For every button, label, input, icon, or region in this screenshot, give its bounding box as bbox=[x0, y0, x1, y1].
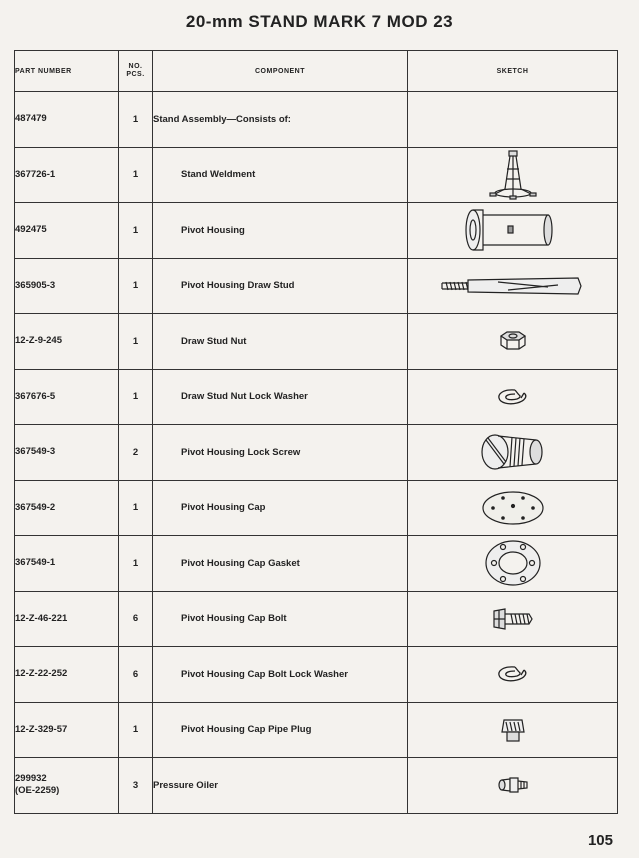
sketch-cell bbox=[408, 92, 618, 148]
page-number: 105 bbox=[587, 832, 613, 849]
part-number-cell: 367676-5 bbox=[15, 369, 119, 425]
part-number-cell: 487479 bbox=[15, 92, 119, 148]
sketch-cell bbox=[408, 702, 618, 758]
sketch-cell bbox=[408, 536, 618, 592]
pipe-plug-sketch bbox=[496, 716, 530, 744]
component-cell: Stand Weldment bbox=[153, 147, 408, 203]
part-number-line1: 299932 bbox=[15, 773, 47, 785]
component-cell: Pivot Housing Lock Screw bbox=[153, 425, 408, 481]
component-cell: Pivot Housing bbox=[153, 203, 408, 259]
pivot-housing-sketch bbox=[463, 207, 563, 253]
part-number-cell: 12-Z-329-57 bbox=[15, 702, 119, 758]
draw-stud-sketch bbox=[438, 273, 588, 299]
quantity-cell: 1 bbox=[119, 203, 153, 259]
table-row bbox=[15, 536, 618, 592]
quantity-cell: 3 bbox=[119, 758, 153, 814]
part-number-line2: (OE-2259) bbox=[15, 785, 60, 797]
header-part-number: PART NUMBER bbox=[15, 51, 119, 92]
sketch-cell bbox=[408, 147, 618, 203]
table-row bbox=[15, 314, 618, 370]
quantity-cell: 1 bbox=[119, 369, 153, 425]
component-cell: Pivot Housing Cap Gasket bbox=[153, 536, 408, 592]
sketch-cell bbox=[408, 369, 618, 425]
sketch-cell bbox=[408, 647, 618, 703]
quantity-cell: 1 bbox=[119, 147, 153, 203]
table-row bbox=[15, 591, 618, 647]
hex-nut-sketch bbox=[496, 330, 530, 352]
pressure-oiler-sketch bbox=[496, 773, 530, 797]
gasket-sketch bbox=[482, 538, 544, 588]
part-number-cell: 367549-1 bbox=[15, 536, 119, 592]
component-cell: Pressure Oiler bbox=[153, 758, 408, 814]
lock-screw-sketch bbox=[478, 430, 548, 474]
component-cell: Pivot Housing Draw Stud bbox=[153, 258, 408, 314]
part-number-cell: 367726-1 bbox=[15, 147, 119, 203]
quantity-cell: 1 bbox=[119, 536, 153, 592]
quantity-cell: 6 bbox=[119, 591, 153, 647]
table-row bbox=[15, 647, 618, 703]
component-cell: Draw Stud Nut bbox=[153, 314, 408, 370]
quantity-cell: 1 bbox=[119, 480, 153, 536]
table-row bbox=[15, 425, 618, 481]
housing-cap-sketch bbox=[479, 488, 547, 528]
component-cell: Draw Stud Nut Lock Washer bbox=[153, 369, 408, 425]
quantity-cell: 1 bbox=[119, 92, 153, 148]
part-number-cell bbox=[15, 758, 119, 814]
page-title: 20-mm STAND MARK 7 MOD 23 bbox=[185, 12, 454, 31]
table-row bbox=[15, 702, 618, 758]
quantity-cell: 1 bbox=[119, 258, 153, 314]
sketch-cell bbox=[408, 591, 618, 647]
part-number-cell: 12-Z-9-245 bbox=[15, 314, 119, 370]
quantity-cell: 6 bbox=[119, 647, 153, 703]
header-qty-line2: PCS. bbox=[126, 71, 145, 78]
table-row bbox=[15, 758, 618, 814]
table-header-row bbox=[15, 51, 618, 92]
header-sketch: SKETCH bbox=[408, 51, 618, 92]
sketch-cell bbox=[408, 425, 618, 481]
parts-table bbox=[14, 50, 618, 814]
header-component: COMPONENT bbox=[153, 51, 408, 92]
quantity-cell: 2 bbox=[119, 425, 153, 481]
part-number-cell: 365905-3 bbox=[15, 258, 119, 314]
sketch-cell bbox=[408, 314, 618, 370]
lock-washer-sketch bbox=[495, 386, 531, 408]
part-number-cell: 492475 bbox=[15, 203, 119, 259]
part-number-cell: 367549-3 bbox=[15, 425, 119, 481]
part-number-cell: 367549-2 bbox=[15, 480, 119, 536]
sketch-cell bbox=[408, 258, 618, 314]
component-cell: Pivot Housing Cap Pipe Plug bbox=[153, 702, 408, 758]
stand-weldment-sketch bbox=[483, 149, 543, 201]
sketch-cell bbox=[408, 480, 618, 536]
part-number-cell: 12-Z-22-252 bbox=[15, 647, 119, 703]
header-quantity bbox=[119, 51, 153, 92]
quantity-cell: 1 bbox=[119, 314, 153, 370]
sketch-cell bbox=[408, 758, 618, 814]
cap-bolt-sketch bbox=[491, 606, 535, 632]
header-qty-line1: NO. bbox=[128, 63, 143, 70]
component-cell: Pivot Housing Cap bbox=[153, 480, 408, 536]
table-row bbox=[15, 258, 618, 314]
part-number-cell: 12-Z-46-221 bbox=[15, 591, 119, 647]
table-row bbox=[15, 203, 618, 259]
table-row bbox=[15, 147, 618, 203]
table-row bbox=[15, 480, 618, 536]
quantity-cell: 1 bbox=[119, 702, 153, 758]
component-cell: Pivot Housing Cap Bolt bbox=[153, 591, 408, 647]
sketch-cell bbox=[408, 203, 618, 259]
component-cell: Stand Assembly—Consists of: bbox=[153, 92, 408, 148]
table-row bbox=[15, 92, 618, 148]
bolt-lock-washer-sketch bbox=[495, 663, 531, 685]
table-row bbox=[15, 369, 618, 425]
component-cell: Pivot Housing Cap Bolt Lock Washer bbox=[153, 647, 408, 703]
